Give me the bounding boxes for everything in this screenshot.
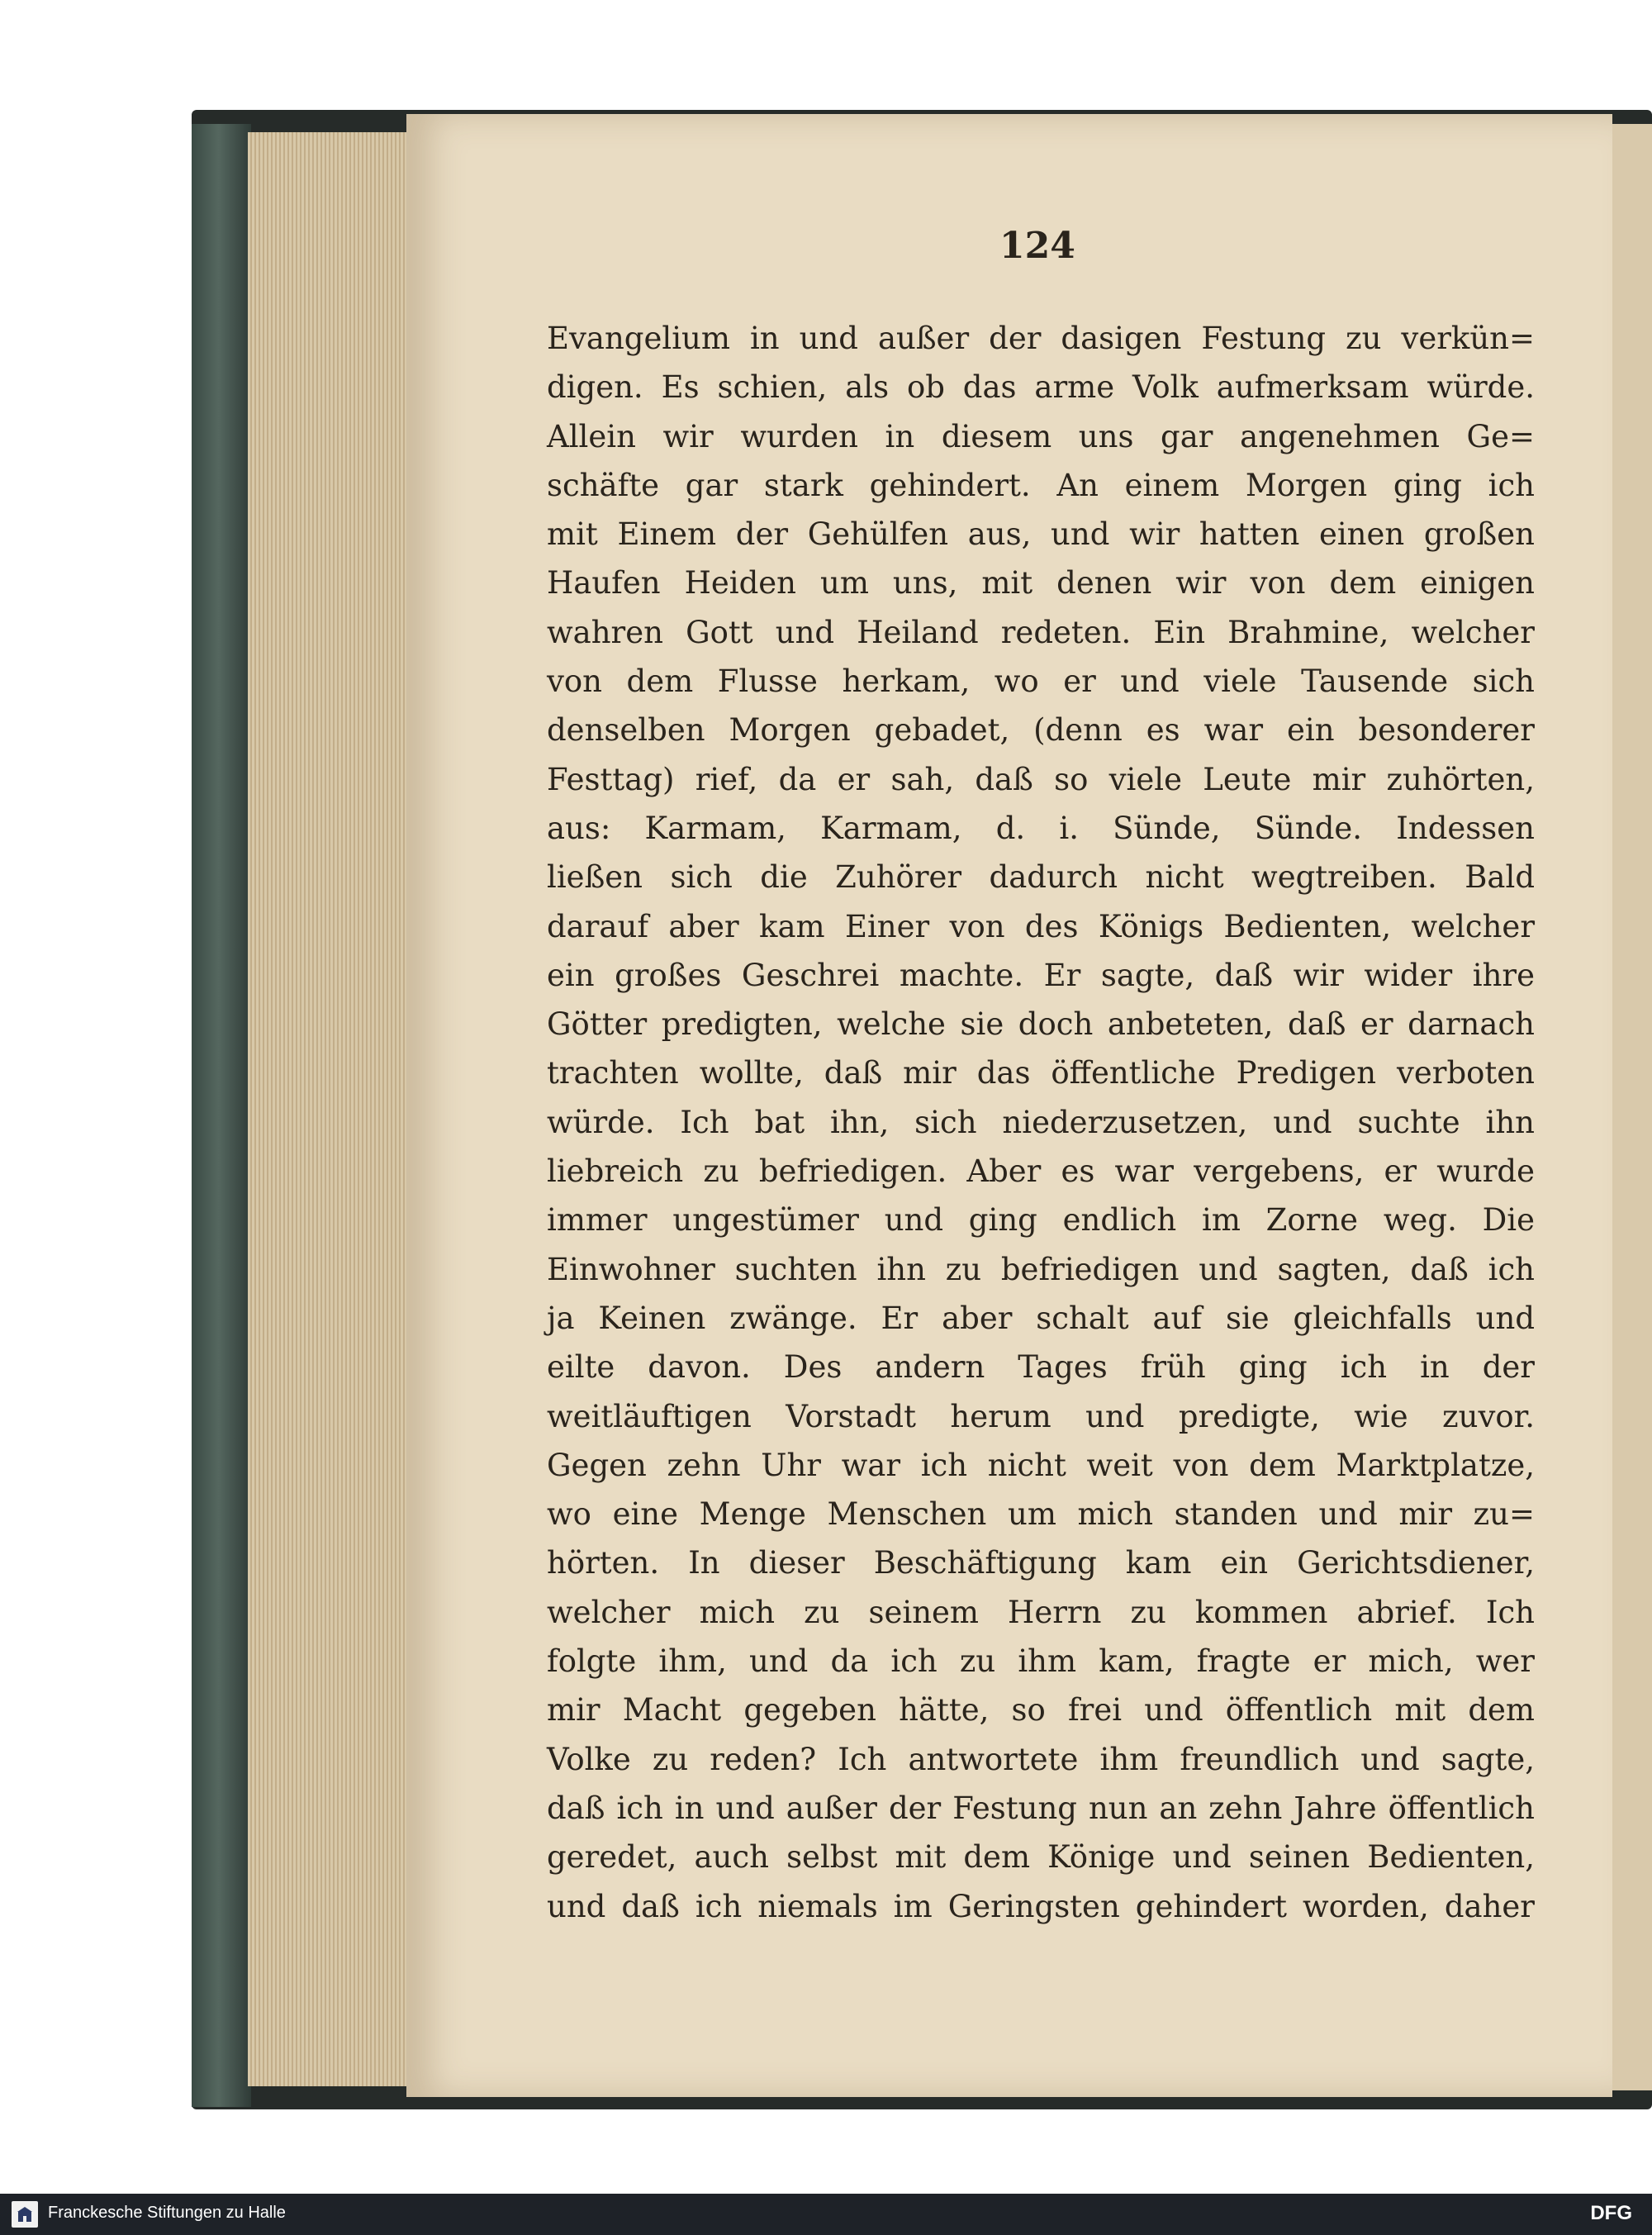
text-line: geredet, auch selbst mit dem Könige und seinen Bedienten, (547, 1839, 1535, 1876)
text-line: Gegen zehn Uhr war ich nicht weit von dem Marktplatze, (547, 1447, 1535, 1483)
text-line: denselben Morgen gebadet, (denn es war ein besonderer (547, 712, 1535, 749)
text-line: liebreich zu befriedigen. Aber es war vergebens, er wurde (547, 1153, 1535, 1190)
footer-bar (0, 2194, 1652, 2235)
text-line: schäfte gar stark gehindert. An einem Morgen ging ich (547, 467, 1535, 503)
text-line: Volke zu reden? Ich antwortete ihm freundlich und sagte, (547, 1741, 1535, 1777)
institution-name: Franckesche Stiftungen zu Halle (48, 2204, 286, 2222)
text-line: Festtag) rief, da er sah, daß so viele Leute mir zuhörten, (547, 761, 1535, 797)
text-line: Haufen Heiden um uns, mit denen wir von dem einigen (547, 565, 1535, 602)
page-number: 124 (999, 225, 1075, 267)
building-icon (12, 2201, 38, 2228)
text-line: trachten wollte, daß mir das öffentliche Predigen verboten (547, 1055, 1535, 1091)
text-line: Götter predigten, welche sie doch anbeteten, daß er darnach (547, 1006, 1535, 1043)
book-cover (192, 124, 251, 2107)
dfg-logo: DFG (1590, 2202, 1632, 2224)
text-line: und daß ich niemals im Geringsten gehindert worden, daher (547, 1888, 1535, 1924)
text-line: würde. Ich bat ihn, sich niederzusetzen, und suchte ihn (547, 1104, 1535, 1140)
page-text (547, 314, 1535, 1931)
text-line: ein großes Geschrei machte. Er sagte, daß wir wider ihre (547, 957, 1535, 993)
text-line: darauf aber kam Einer von des Königs Bedienten, welcher (547, 908, 1535, 944)
text-line: folgte ihm, und da ich zu ihm kam, fragte er mich, wer (547, 1643, 1535, 1680)
text-line: mir Macht gegeben hätte, so frei und öffentlich mit dem (547, 1692, 1535, 1729)
text-line: mit Einem der Gehülfen aus, und wir hatten einen großen (547, 516, 1535, 553)
text-line: daß ich in und außer der Festung nun an zehn Jahre öffentlich (547, 1790, 1535, 1826)
text-line: weitläuftigen Vorstadt herum und predigte, wie zuvor. (547, 1398, 1535, 1434)
text-line: wo eine Menge Menschen um mich standen und mir zu= (547, 1496, 1535, 1533)
text-line: immer ungestümer und ging endlich im Zorne weg. Die (547, 1202, 1535, 1239)
text-line: ja Keinen zwänge. Er aber schalt auf sie gleichfalls und (547, 1300, 1535, 1336)
text-line: Einwohner suchten ihn zu befriedigen und sagten, daß ich (547, 1251, 1535, 1287)
page-edges (248, 132, 413, 2086)
text-line: wahren Gott und Heiland redeten. Ein Brahmine, welcher (547, 614, 1535, 650)
text-line: Evangelium in und außer der dasigen Festung zu verkün= (547, 321, 1535, 356)
facing-page-edge (1611, 124, 1652, 2090)
text-line: eilte davon. Des andern Tages früh ging ich in der (547, 1349, 1535, 1386)
text-line: von dem Flusse herkam, wo er und viele Tausende sich (547, 663, 1535, 700)
text-line: hörten. In dieser Beschäftigung kam ein Gerichtsdiener, (547, 1545, 1535, 1581)
text-line: digen. Es schien, als ob das arme Volk aufmerksam würde. (547, 369, 1535, 406)
text-line: Allein wir wurden in diesem uns gar angenehmen Ge= (547, 418, 1535, 454)
text-line: welcher mich zu seinem Herrn zu kommen abrief. Ich (547, 1594, 1535, 1630)
text-line: ließen sich die Zuhörer dadurch nicht wegtreiben. Bald (547, 859, 1535, 896)
text-line: aus: Karmam, Karmam, d. i. Sünde, Sünde. Indessen (547, 810, 1535, 846)
